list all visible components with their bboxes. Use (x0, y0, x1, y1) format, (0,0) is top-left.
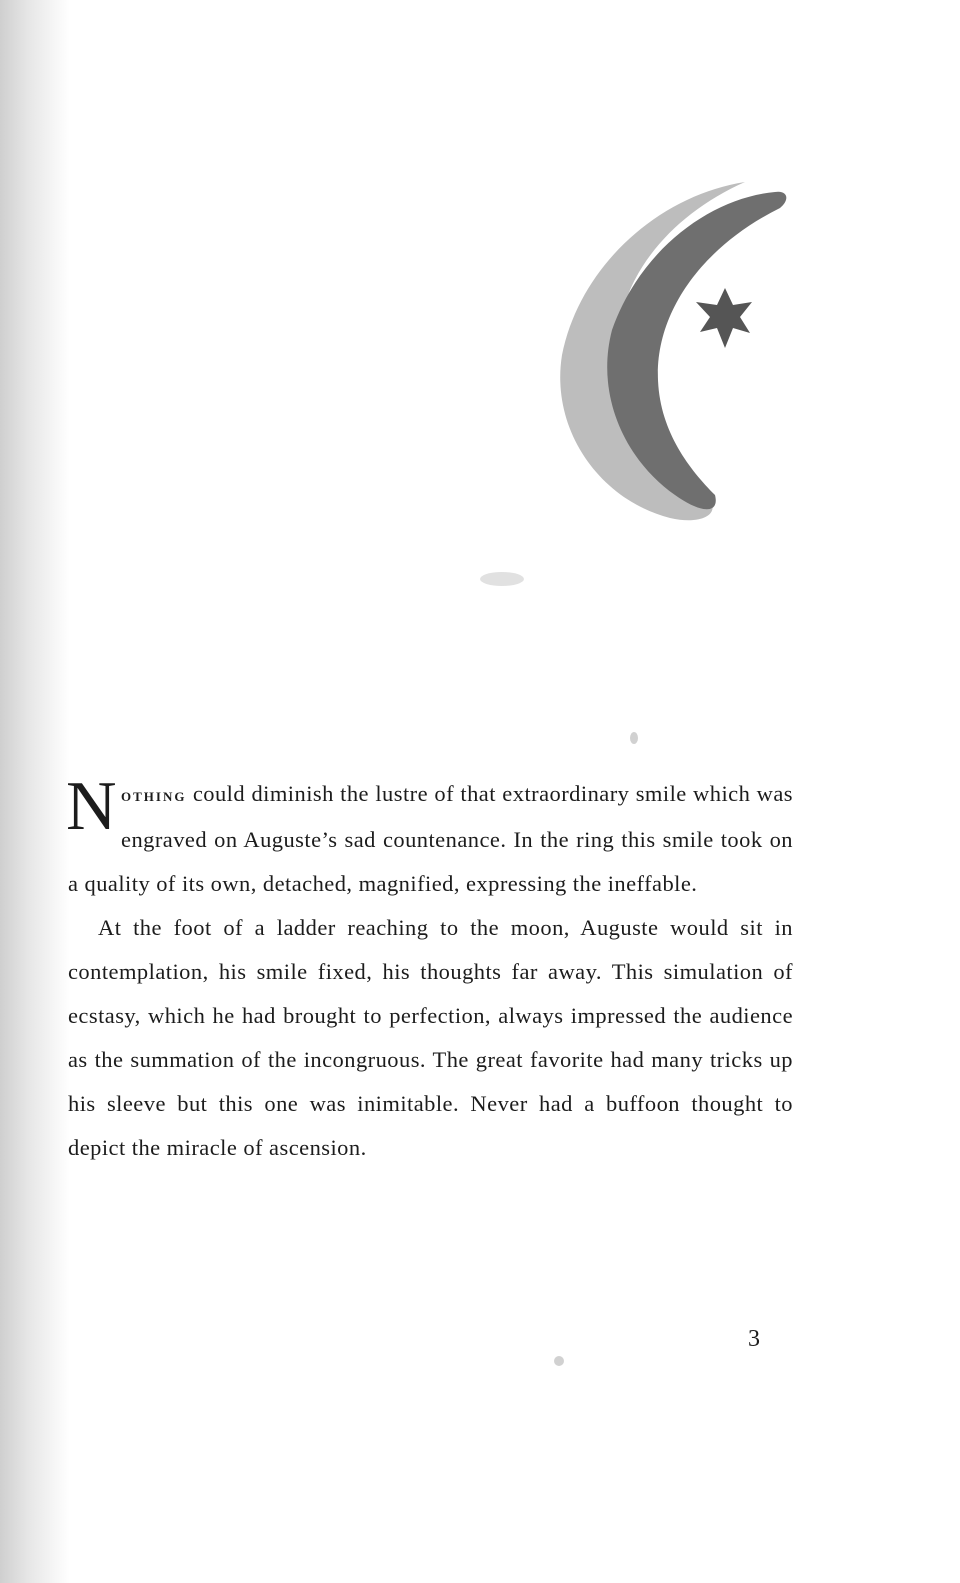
crescent-moon-star-illustration (540, 170, 820, 530)
paragraph-1-text: could diminish the lustre of that extraordinary smile which was engraved on Auguste’s sad countenance. In the ring this smile took on a quality of its own, detached, magnified, expressing the ineffable. (68, 781, 793, 896)
paper-speck (480, 572, 524, 586)
paragraph-1 (66, 768, 793, 906)
star-icon (696, 288, 752, 348)
paper-speck (630, 732, 638, 744)
page-gutter-shadow (0, 0, 70, 1583)
paragraph-2 (68, 906, 793, 1170)
dropcap-letter: N (66, 768, 118, 845)
paragraph-2-text: At the foot of a ladder reaching to the moon, Auguste would sit in contemplation, his smile fixed, his thoughts far away. This simulation of ecstasy, which he had brought to perfection, always impressed the audience as the summation of the incongruous. The great favorite had many tricks up his sleeve but this one was inimitable. Never had a buffoon thought to depict the miracle of ascension. (68, 915, 793, 1160)
body-text (66, 768, 793, 1170)
lead-in-smallcaps: othing (121, 785, 187, 806)
page-number: 3 (748, 1326, 760, 1352)
paper-speck (554, 1356, 564, 1366)
